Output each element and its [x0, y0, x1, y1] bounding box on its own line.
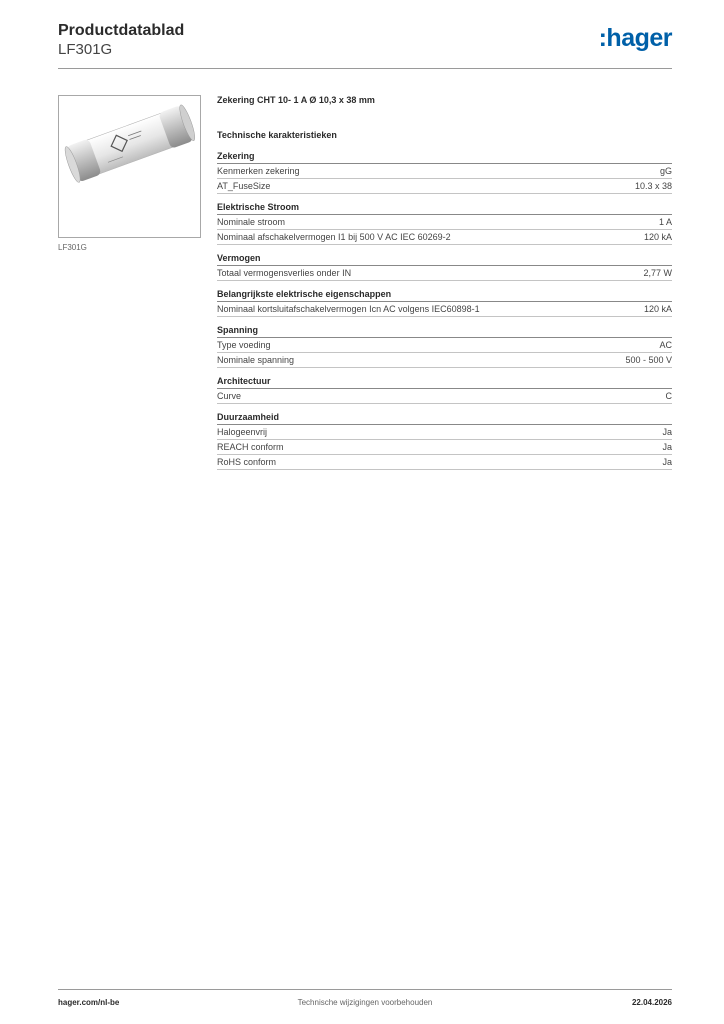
product-code: LF301G	[58, 41, 113, 58]
section-title: Elektrische Stroom	[217, 202, 672, 215]
spec-row	[217, 215, 672, 230]
spec-section	[217, 325, 672, 368]
spec-sections	[217, 151, 672, 470]
spec-value: 10.3 x 38	[634, 181, 672, 191]
section-title: Duurzaamheid	[217, 412, 672, 425]
footer-notice: Technische wijzigingen voorbehouden	[297, 998, 433, 1007]
spec-row	[217, 440, 672, 455]
section-title: Zekering	[217, 151, 672, 164]
spec-section	[217, 202, 672, 245]
spec-row	[217, 179, 672, 194]
spec-value: Ja	[662, 427, 672, 437]
spec-row	[217, 266, 672, 281]
footer-divider	[58, 989, 672, 990]
spec-label: Curve	[217, 391, 242, 401]
footer-website[interactable]: hager.com/nl-be	[58, 998, 120, 1007]
spec-label: AT_FuseSize	[217, 181, 271, 191]
spec-label: Nominaal afschakelvermogen I1 bij 500 V AC IEC 60269-2	[217, 232, 451, 242]
spec-row	[217, 455, 672, 470]
section-title: Spanning	[217, 325, 672, 338]
spec-value: C	[665, 391, 672, 401]
hager-logo: :hager	[598, 24, 672, 52]
spec-value: 1 A	[658, 217, 672, 227]
spec-label: Totaal vermogensverlies onder IN	[217, 268, 352, 278]
spec-row	[217, 353, 672, 368]
footer-date: 22.04.2026	[631, 998, 672, 1007]
tech-heading: Technische karakteristieken	[217, 130, 337, 140]
spec-value: Ja	[662, 457, 672, 467]
page-footer	[58, 998, 672, 1012]
spec-label: Nominale stroom	[217, 217, 286, 227]
section-title: Architectuur	[217, 376, 672, 389]
spec-section	[217, 412, 672, 470]
spec-label: Halogeenvrij	[217, 427, 268, 437]
spec-label: RoHS conform	[217, 457, 277, 467]
spec-value: Ja	[662, 442, 672, 452]
spec-label: REACH conform	[217, 442, 284, 452]
section-title: Vermogen	[217, 253, 672, 266]
spec-section	[217, 289, 672, 317]
spec-value: 120 kA	[643, 304, 672, 314]
spec-label: Nominale spanning	[217, 355, 295, 365]
spec-value: 2,77 W	[643, 268, 672, 278]
spec-section	[217, 253, 672, 281]
spec-row	[217, 338, 672, 353]
fuse-cartridge-icon	[59, 96, 200, 237]
spec-value: 500 - 500 V	[625, 355, 672, 365]
section-title: Belangrijkste elektrische eigenschappen	[217, 289, 672, 302]
spec-value: gG	[659, 166, 672, 176]
spec-value: AC	[659, 340, 672, 350]
product-description: Zekering CHT 10- 1 A Ø 10,3 x 38 mm	[217, 95, 375, 105]
spec-section	[217, 376, 672, 404]
image-caption: LF301G	[58, 243, 87, 252]
spec-value: 120 kA	[643, 232, 672, 242]
spec-label: Kenmerken zekering	[217, 166, 300, 176]
spec-row	[217, 230, 672, 245]
document-title: Productdatablad	[58, 22, 185, 39]
spec-label: Type voeding	[217, 340, 271, 350]
spec-row	[217, 389, 672, 404]
spec-section	[217, 151, 672, 194]
spec-row	[217, 302, 672, 317]
spec-sheet	[217, 95, 672, 470]
spec-row	[217, 425, 672, 440]
page-header	[58, 20, 672, 70]
header-divider	[58, 68, 672, 69]
spec-row	[217, 164, 672, 179]
product-image	[58, 95, 201, 238]
spec-label: Nominaal kortsluitafschakelvermogen Icn AC volgens IEC60898-1	[217, 304, 480, 314]
